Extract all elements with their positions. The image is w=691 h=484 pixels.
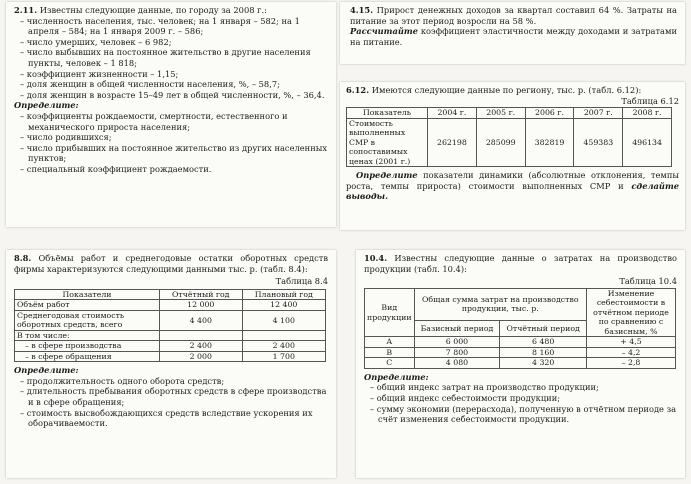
- table-row: [365, 288, 676, 320]
- value-cell: [160, 330, 243, 341]
- list-item: – длительность пребывания оборотных средств в сфере производства и в сфере обращения;: [20, 386, 327, 408]
- row-label: C: [365, 358, 415, 369]
- problem-2-11: [6, 2, 336, 227]
- header-cell: Отчётный год: [160, 289, 243, 300]
- p88-caption: Таблица 8.4: [275, 276, 328, 287]
- p612-task: Определите показатели динамики (абсолютные отклонения, темпы роста, темпы прироста) стоимости выполненных СМР и сделайте выводы.: [346, 170, 680, 202]
- header-cell: Плановый год: [242, 289, 325, 300]
- list-item: – коэффициенты рождаемости, смертности, естественного и механического прироста населения;: [20, 110, 288, 132]
- list-item: – коэффициент жизненности – 1,15;: [20, 68, 179, 79]
- problem-4-15: [340, 2, 685, 64]
- list-item: – специальный коэффициент рождаемости.: [20, 163, 212, 174]
- value-cell: 285099: [476, 118, 525, 167]
- value-cell: 12 400: [242, 300, 325, 311]
- p612-intro: 6.12. Имеются следующие данные по региону, тыс. р. (табл. 6.12):: [346, 85, 642, 95]
- row-label: B: [365, 347, 415, 358]
- p88-num: 8.8.: [14, 253, 32, 263]
- value-cell: 262198: [428, 118, 477, 167]
- p88-define-items: [14, 376, 328, 429]
- p88-define: Определите:: [14, 365, 79, 376]
- value-cell: 1 700: [242, 351, 325, 362]
- p612-num: 6.12.: [346, 85, 370, 95]
- list-item: – число выбывших на постоянное жительство в другие населения пункты, человек – 1 818;: [20, 47, 311, 68]
- p612-table: [346, 107, 672, 167]
- value-cell: 2 400: [242, 341, 325, 352]
- p104-define: Определите:: [364, 371, 429, 382]
- list-item: – общий индекс затрат на производство продукции;: [370, 382, 599, 393]
- p211-items: [14, 16, 328, 101]
- row-label: В том числе:: [15, 330, 160, 341]
- list-item: – число умерших, человек – 6 982;: [20, 36, 172, 47]
- list-item: – стоимость высвобождающихся средств вследствие ускорения их оборачиваемости.: [20, 407, 313, 429]
- p415-text: 4.15. Прирост денежных доходов за квартал составил 64 %. Затраты на питание за этот период возросли на 58 %.: [350, 5, 677, 26]
- table-row: [15, 300, 326, 311]
- row-label: – в сфере производства: [15, 341, 160, 352]
- list-item: – доля женщин в общей численности населения, %, – 58,7;: [20, 79, 280, 90]
- p88-intro: 8.8. Объёмы работ и среднегодовые остатки оборотных средств фирмы характеризуются следующими данными тыс. р. (табл. 8.4):: [14, 253, 328, 274]
- value-cell: 4 400: [160, 310, 243, 330]
- value-cell: 4 320: [500, 358, 587, 369]
- header-cell: Показатель: [347, 108, 428, 119]
- table-row: [347, 108, 672, 119]
- header-cell: 2008 г.: [623, 108, 672, 119]
- header-cell: 2004 г.: [428, 108, 477, 119]
- row-label: – в сфере обращения: [15, 351, 160, 362]
- p104-num: 10.4.: [364, 253, 388, 263]
- header-cell: 2005 г.: [476, 108, 525, 119]
- value-cell: – 2,8: [587, 358, 676, 369]
- value-cell: + 4,5: [587, 337, 676, 348]
- value-cell: 2 400: [160, 341, 243, 352]
- list-item: – доля женщин в возрасте 15–49 лет в общей численности, %, – 36,4.: [20, 89, 325, 100]
- header-cell: 2006 г.: [525, 108, 574, 119]
- list-item: – число прибывших на постоянное жительство из других населенных пунктов;: [20, 142, 328, 164]
- row-label: Среднегодовая стоимость оборотных средств, всего: [15, 310, 160, 330]
- table-row: [365, 347, 676, 358]
- problem-8-8: [6, 250, 336, 478]
- header-cell: 2007 г.: [574, 108, 623, 119]
- table-row: [365, 358, 676, 369]
- row-label: Объём работ: [15, 300, 160, 311]
- table-row: [15, 289, 326, 300]
- p415-num: 4.15.: [350, 5, 374, 15]
- problem-6-12: [340, 82, 685, 230]
- header-cell: Изменение себестоимости в отчётном периоде по сравнению с базисным, %: [587, 288, 676, 337]
- p104-caption: Таблица 10.4: [619, 276, 677, 287]
- table-row: [15, 310, 326, 330]
- p612-caption: Таблица 6.12: [621, 95, 679, 106]
- value-cell: [242, 330, 325, 341]
- value-cell: 382819: [525, 118, 574, 167]
- p211-define: Определите:: [14, 100, 79, 111]
- value-cell: 2 000: [160, 351, 243, 362]
- list-item: – сумму экономии (перерасхода), полученную в отчётном периоде за счёт изменения себестоимости продукции.: [370, 403, 677, 425]
- p88-table: [14, 289, 326, 363]
- row-label: Стоимость выполненных СМР в сопоставимых ценах (2001 г.): [347, 118, 428, 167]
- list-item: – число родившихся;: [20, 132, 112, 143]
- p104-define-items: [364, 382, 677, 424]
- table-row: [347, 118, 672, 167]
- list-item: – общий индекс себестоимости продукции;: [370, 392, 561, 403]
- value-cell: – 4,2: [587, 347, 676, 358]
- table-row: [365, 337, 676, 348]
- value-cell: 4 080: [414, 358, 500, 369]
- value-cell: 4 100: [242, 310, 325, 330]
- header-cell: Базисный период: [414, 320, 500, 337]
- value-cell: 6 000: [414, 337, 500, 348]
- value-cell: 6 480: [500, 337, 587, 348]
- header-cell: Отчётный период: [500, 320, 587, 337]
- list-item: – продолжительность одного оборота средств;: [20, 375, 225, 386]
- p104-intro: 10.4. Известны следующие данные о затратах на производство продукции (табл. 10.4):: [364, 253, 678, 274]
- value-cell: 7 800: [414, 347, 500, 358]
- problem-10-4: [356, 250, 685, 478]
- value-cell: 12 000: [160, 300, 243, 311]
- table-row: [15, 341, 326, 352]
- value-cell: 496134: [623, 118, 672, 167]
- value-cell: 8 160: [500, 347, 587, 358]
- p211-num: 2.11.: [14, 5, 38, 15]
- header-cell: Вид продукции: [365, 288, 415, 337]
- table-row: [15, 351, 326, 362]
- value-cell: 459383: [574, 118, 623, 167]
- p415-task: Рассчитайте коэффициент эластичности между доходами и затратами на питание.: [350, 26, 677, 47]
- header-cell: Общая сумма затрат на производство продукции, тыс. р.: [414, 288, 586, 320]
- p211-define-items: [14, 111, 328, 175]
- list-item: – численность населения, тыс. человек; на 1 января – 582; на 1 апреля – 584; на 1 января 2009 г. – 586;: [20, 15, 300, 37]
- p104-table: [364, 288, 676, 369]
- header-cell: Показатели: [15, 289, 160, 300]
- row-label: A: [365, 337, 415, 348]
- table-row: [15, 330, 326, 341]
- p211-intro: 2.11. Известны следующие данные, по городу за 2008 г.:: [14, 5, 267, 15]
